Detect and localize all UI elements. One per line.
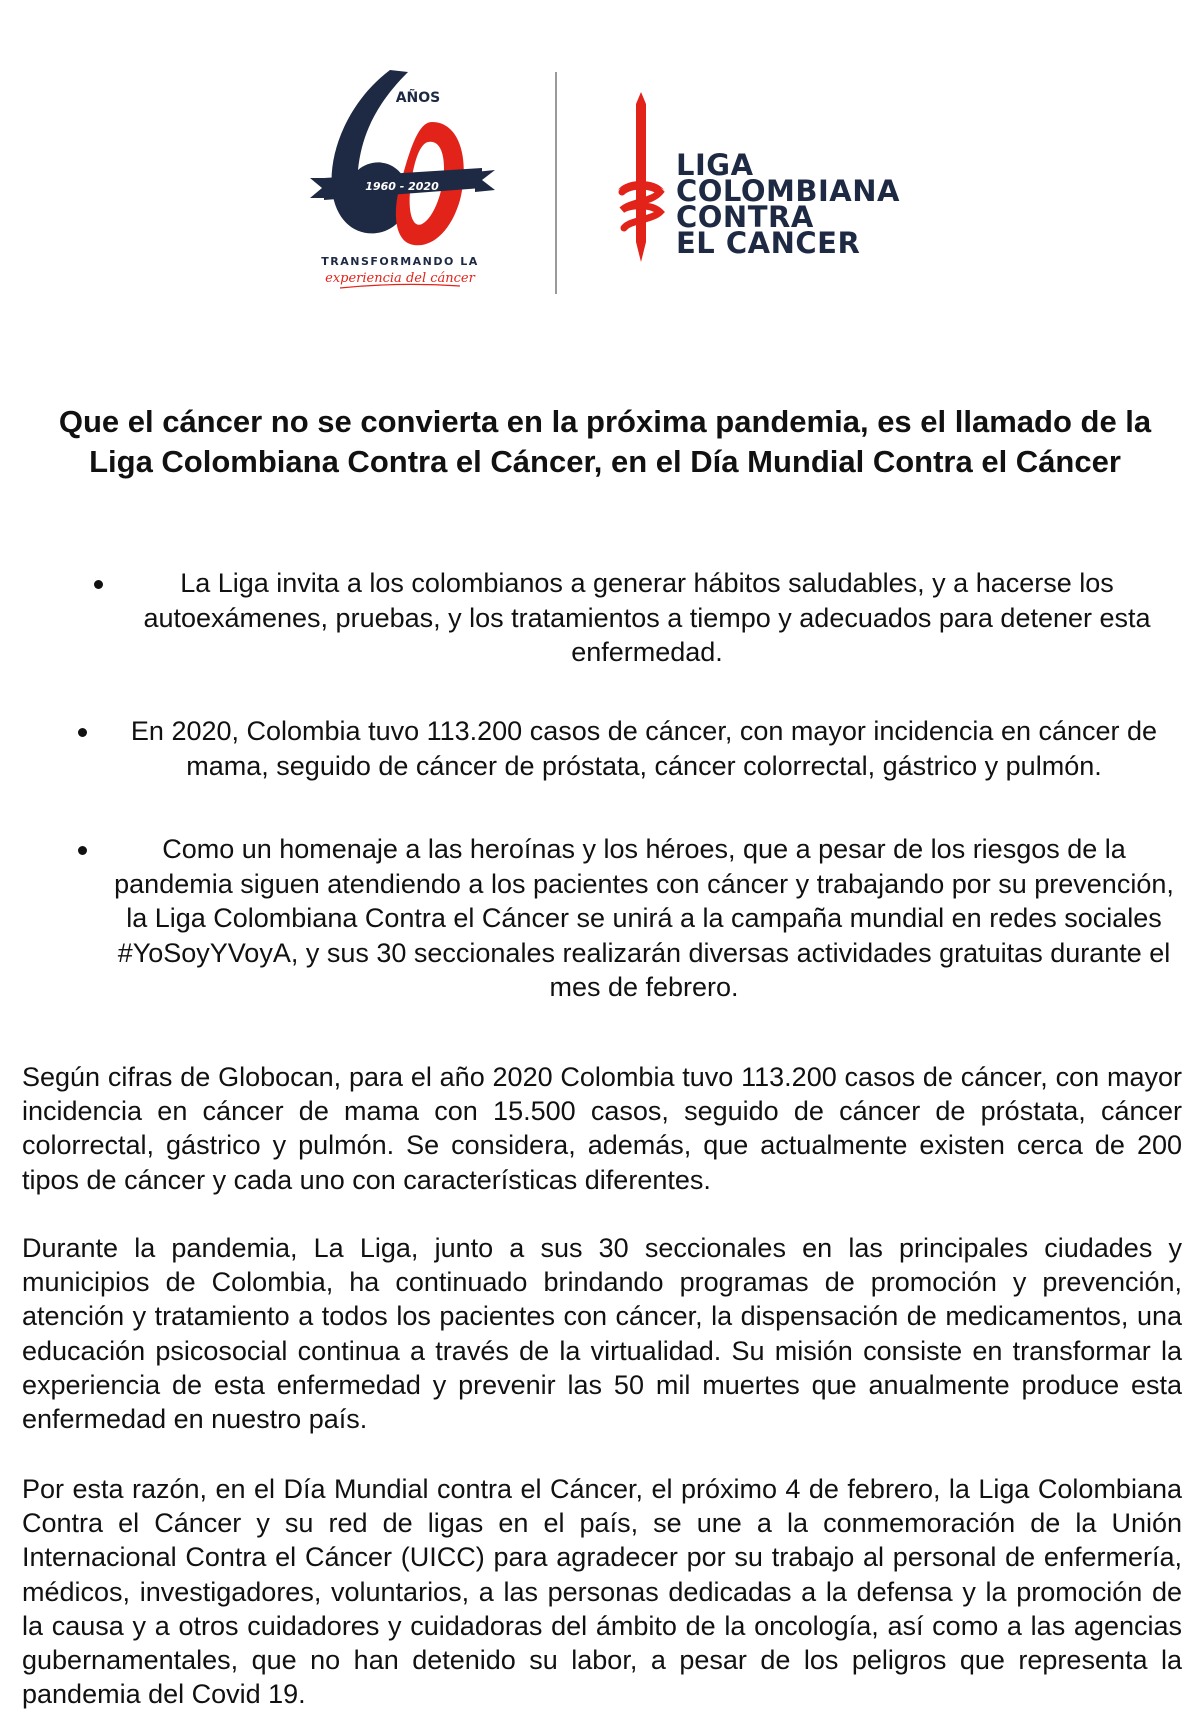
sword-caduceus-icon [618, 92, 664, 262]
anniversary-60-logo [310, 60, 495, 300]
body-paragraph: Durante la pandemia, La Liga, junto a sus 30 seccionales en las principales ciudades y municipios de Colombia, ha continuado brindando programas de promoción y prevención, atención y tratamiento a todos los pacientes con cáncer, la dispensación de medicamentos, una educación psicosocial continua a través de la virtualidad. Su misión consiste en transformar la experiencia de esta enfermedad y prevenir las 50 mil muertes que anualmente produce esta enfermedad en nuestro país. [22, 1233, 1182, 1435]
document-header [0, 0, 1200, 300]
bullet-marker [94, 580, 103, 589]
bullet-item: En 2020, Colombia tuvo 113.200 casos de cáncer, con mayor incidencia en cáncer de mama, seguido de cáncer de próstata, cáncer colorrectal, gástrico y pulmón. [130, 716, 1158, 781]
tagline-bottom: experiencia del cáncer [325, 271, 475, 286]
bullet-marker [78, 728, 87, 737]
years-label: AÑOS [395, 90, 441, 106]
bullet-marker [78, 846, 87, 855]
tagline-top: TRANSFORMANDO LA [321, 255, 479, 268]
league-name [676, 148, 900, 260]
logo-divider [555, 72, 557, 294]
league-name-line: CONTRA [676, 200, 814, 234]
document-title: Que el cáncer no se convierta en la próxima pandemia, es el llamado de la Liga Colombiana Contra el Cáncer, en el Día Mundial Contra el Cáncer [58, 404, 1152, 479]
bullet-item: Como un homenaje a las heroínas y los héroes, que a pesar de los riesgos de la pandemia siguen atendiendo a los pacientes con cáncer y trabajando por su prevención, la Liga Colombiana Contra el Cáncer se unirá a la campaña mundial en redes sociales #YoSoyYVoyA, y sus 30 seccionales realizarán diversas actividades gratuitas durante el mes de febrero. [114, 834, 1174, 1002]
body-paragraph: Por esta razón, en el Día Mundial contra el Cáncer, el próximo 4 de febrero, la Liga Colombiana Contra el Cáncer y su red de ligas en el país, se une a la conmemoración de la Unión Internacional Contra el Cáncer (UICC) para agradecer por su trabajo al personal de enfermería, médicos, investigadores, voluntarios, a las personas dedicadas a la defensa y la promoción de la causa y a otros cuidadores y cuidadoras del ámbito de la oncología, así como a las agencias gubernamentales, que no han detenido su labor, a pesar de los peligros que representa la pandemia del Covid 19. [22, 1474, 1182, 1710]
body-paragraph: Según cifras de Globocan, para el año 2020 Colombia tuvo 113.200 casos de cáncer, con mayor incidencia en cáncer de mama con 15.500 casos, seguido de cáncer de próstata, cáncer colorrectal, gástrico y pulmón. Se considera, además, que actualmente existen cerca de 200 tipos de cáncer y cada uno con características diferentes. [22, 1062, 1182, 1195]
bullet-item: La Liga invita a los colombianos a generar hábitos saludables, y a hacerse los autoexámenes, pruebas, y los tratamientos a tiempo y adecuados para detener esta enfermedad. [143, 568, 1151, 667]
league-name-line: EL CANCER [676, 226, 861, 260]
league-name-line: COLOMBIANA [676, 174, 900, 208]
league-name-line: LIGA [676, 148, 754, 182]
period-label: 1960 - 2020 [365, 180, 439, 193]
